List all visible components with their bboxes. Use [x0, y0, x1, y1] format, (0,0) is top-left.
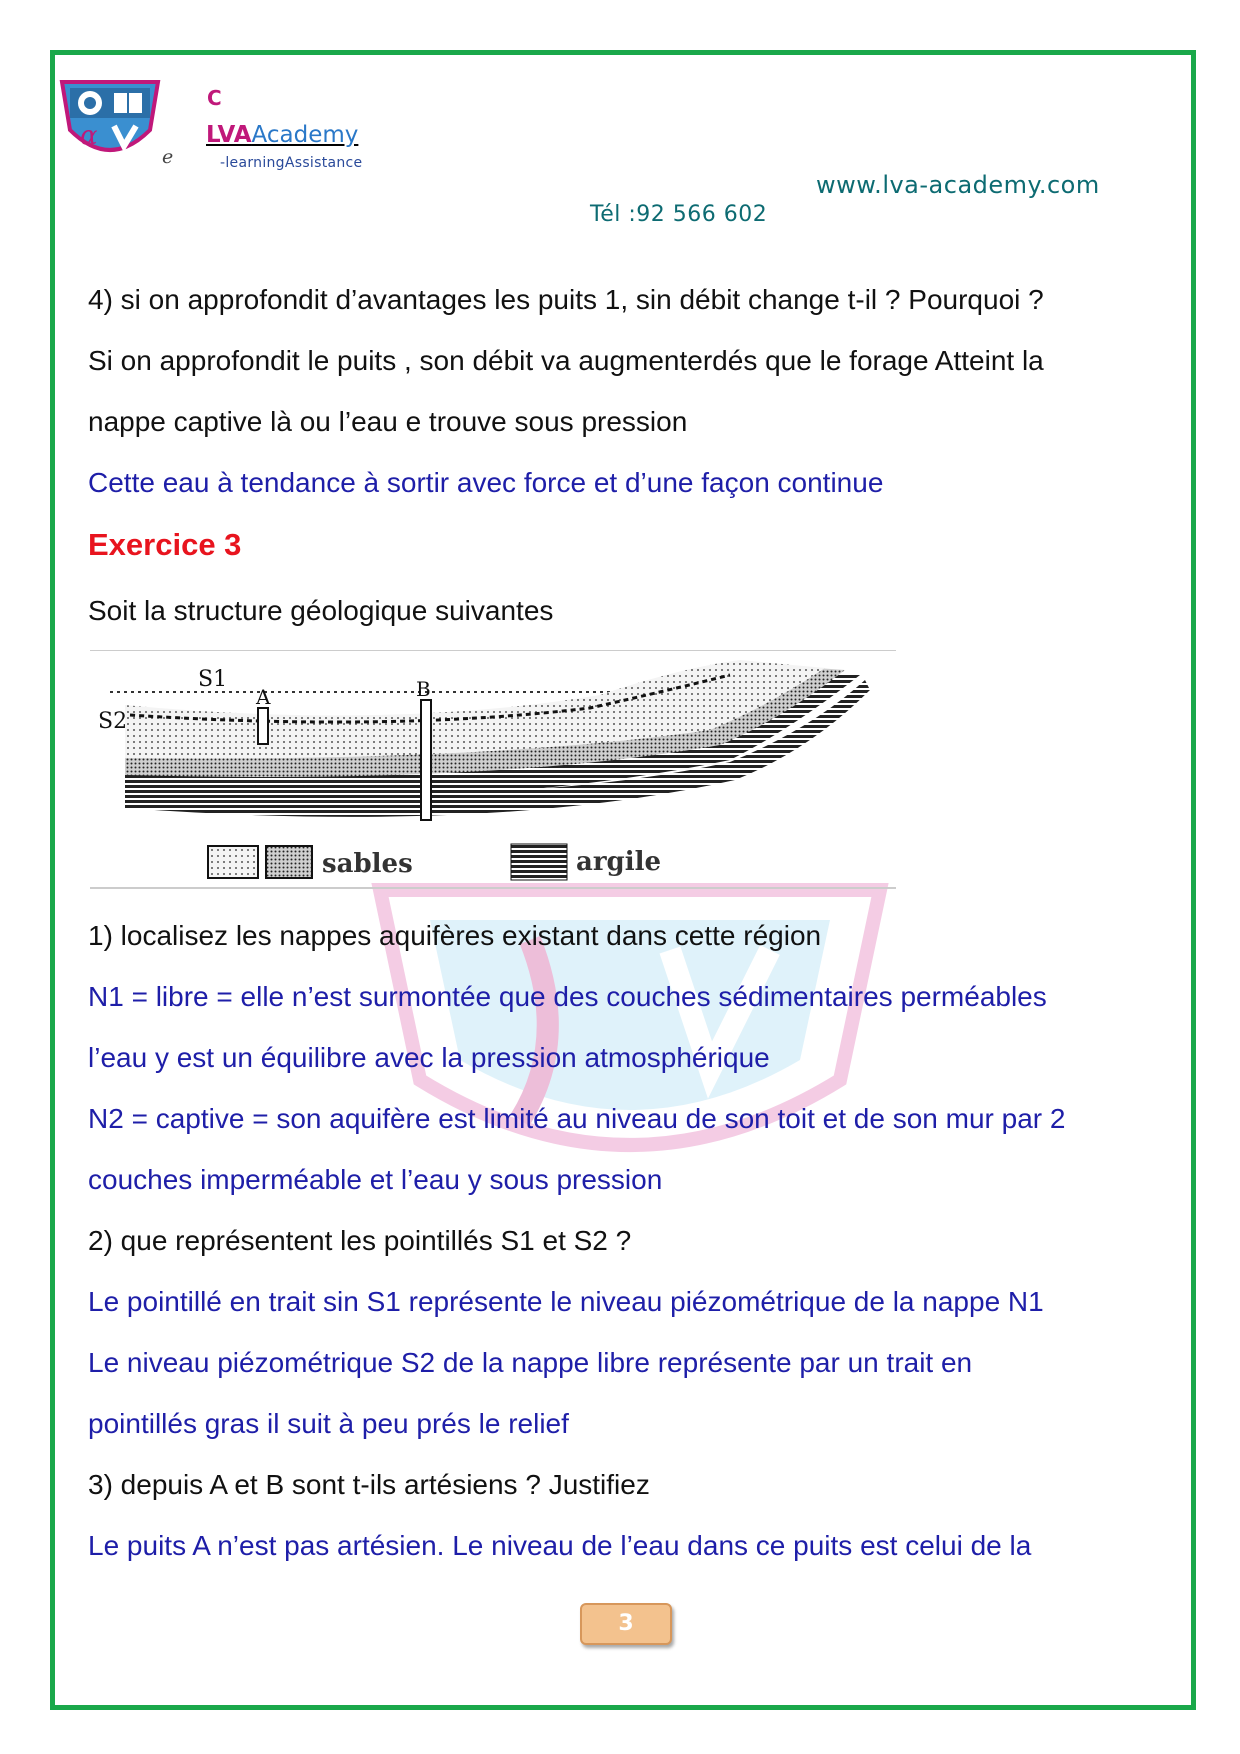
answer-1-line-4: couches imperméable et l’eau y sous pression [88, 1164, 663, 1195]
answer-4-line-3: Cette eau à tendance à sortir avec force et d’une façon continue [88, 467, 884, 498]
answer-1-line-2: l’eau y est un équilibre avec la pression atmosphérique [88, 1042, 770, 1073]
question-3: 3) depuis A et B sont t-ils artésiens ? Justifiez [88, 1469, 650, 1500]
figure-label-a: A [256, 685, 271, 709]
exercise-heading: Exercice 3 [88, 527, 242, 562]
figure-label-b: B [416, 677, 431, 701]
question-4: 4) si on approfondit d’avantages les puits 1, sin débit change t-il ? Pourquoi ? [88, 284, 1044, 315]
answer-4-line-2: nappe captive là ou l’eau e trouve sous pression [88, 406, 688, 437]
answer-4-line-1: Si on approfondit le puits , son débit va augmenterdés que le forage Atteint la [88, 345, 1044, 376]
brand-c: C [207, 86, 222, 110]
answer-1-line-1: N1 = libre = elle n’est surmontée que des couches sédimentaires perméables [88, 981, 1047, 1012]
legend-sand-label: sables [322, 849, 413, 879]
answer-1-line-3: N2 = captive = son aquifère est limité au niveau de son toit et de son mur par 2 [88, 1103, 1066, 1134]
legend-clay-label: argile [576, 847, 662, 877]
answer-2-line-3: pointillés gras il suit à peu prés le relief [88, 1408, 569, 1439]
legend-clay-swatch [511, 844, 567, 880]
exercise-intro: Soit la structure géologique suivantes [88, 595, 554, 626]
answer-2-line-2: Le niveau piézométrique S2 de la nappe libre représente par un trait en [88, 1347, 973, 1378]
brand-subtitle: -learningAssistance [220, 155, 363, 171]
answer-3-line-1: Le puits A n’est pas artésien. Le niveau de l’eau dans ce puits est celui de la [88, 1530, 1032, 1561]
legend-sand-fine-swatch [208, 846, 258, 878]
website-link[interactable]: www.lva-academy.com [816, 171, 1100, 199]
question-1: 1) localisez les nappes aquifères existant dans cette région [88, 920, 822, 951]
geological-structure-figure [90, 650, 896, 890]
page-number: 3 [580, 1603, 672, 1645]
svg-text:α: α [80, 121, 98, 151]
question-2: 2) que représentent les pointillés S1 et S2 ? [88, 1225, 632, 1256]
figure-label-s2: S2 [98, 709, 128, 734]
phone-number: Tél :92 566 602 [590, 202, 768, 227]
academy-logo-icon [58, 78, 162, 168]
figure-label-s1: S1 [198, 667, 228, 692]
answer-2-line-1: Le pointillé en trait sin S1 représente le niveau piézométrique de la nappe N1 [88, 1286, 1044, 1317]
brand-e: e [162, 146, 174, 168]
legend-sand-coarse-swatch [266, 846, 312, 878]
brand-name [206, 122, 358, 148]
brand-academy: Academy [251, 122, 359, 148]
brand-lva: LVA [206, 122, 252, 148]
